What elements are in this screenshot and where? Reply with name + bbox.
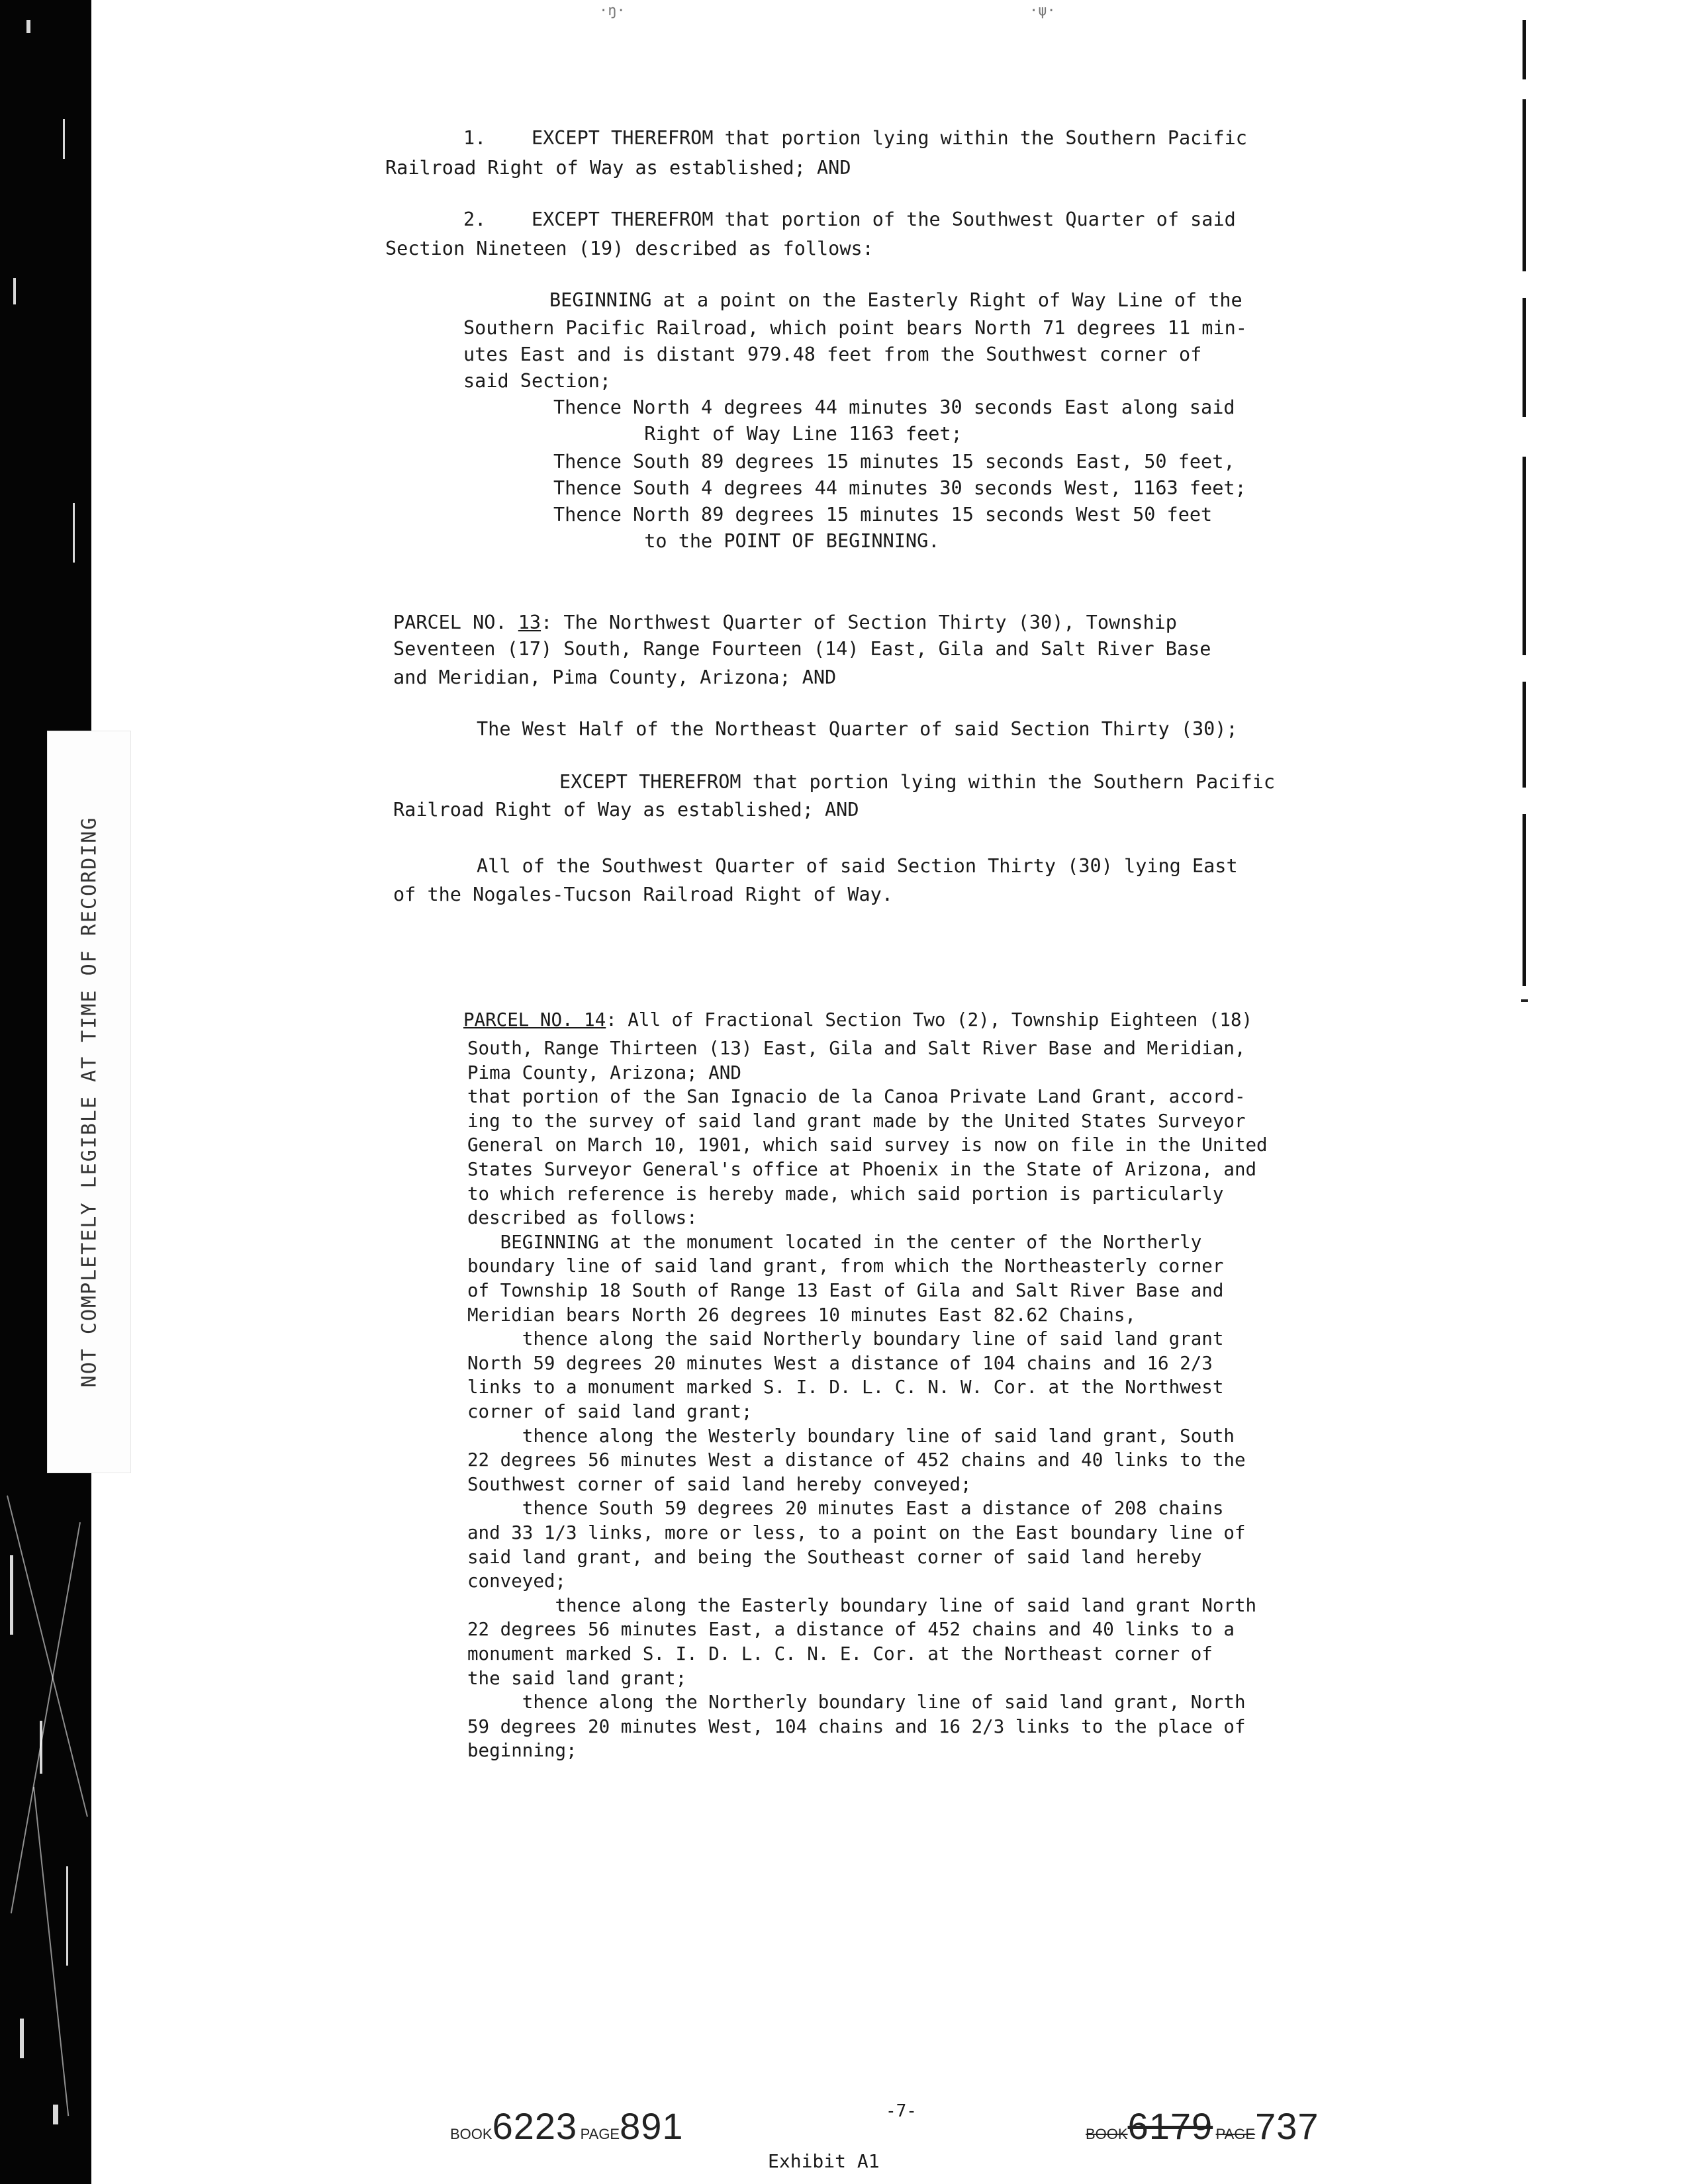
- exception-1-line-1: 1. EXCEPT THEREFROM that portion lying within the Southern Pacific: [463, 127, 1247, 149]
- parcel-14-line: 59 degrees 20 minutes West, 104 chains and 16 2/3 links to the place of: [467, 1716, 1246, 1737]
- parcel-14-line: 22 degrees 56 minutes East, a distance of 452 chains and 40 links to a: [467, 1619, 1235, 1640]
- parcel-14-line: thence South 59 degrees 20 minutes East a distance of 208 chains: [467, 1498, 1224, 1519]
- page-number: -7-: [886, 2101, 917, 2121]
- parcel-14-line: said land grant, and being the Southeast corner of said land hereby: [467, 1547, 1202, 1568]
- left-book-reference: [450, 2105, 684, 2148]
- parcel-13-line-2: Seventeen (17) South, Range Fourteen (14) East, Gila and Salt River Base: [393, 638, 1211, 660]
- parcel-14-line: Meridian bears North 26 degrees 10 minutes East 82.62 Chains,: [467, 1304, 1136, 1326]
- parcel-14-line: thence along the Northerly boundary line of said land grant, North: [467, 1692, 1246, 1713]
- exception-2-line-2: Section Nineteen (19) described as follows:: [385, 238, 874, 259]
- top-mark-left: ·ŋ·: [599, 3, 626, 19]
- exception-2-course-2: Right of Way Line 1163 feet;: [553, 423, 962, 445]
- parcel-14-label: PARCEL NO. 14: [463, 1009, 606, 1030]
- left-page-number: 891: [620, 2105, 684, 2147]
- legibility-stamp: [48, 731, 130, 1473]
- top-mark-right: ·ψ·: [1029, 3, 1056, 19]
- parcel-14-line: BEGINNING at the monument located in the center of the Northerly: [467, 1232, 1202, 1253]
- parcel-14-line: conveyed;: [467, 1570, 567, 1592]
- parcel-14-heading: [463, 1011, 1252, 1030]
- exception-1-line-2: Railroad Right of Way as established; AND: [385, 157, 851, 179]
- parcel-14-line: the said land grant;: [467, 1668, 687, 1689]
- parcel-14-line: South, Range Thirteen (13) East, Gila and Salt River Base and Meridian,: [467, 1038, 1246, 1059]
- parcel-14-line: of Township 18 South of Range 13 East of Gila and Salt River Base and: [467, 1280, 1224, 1301]
- exception-2-beginning-4: said Section;: [463, 370, 612, 392]
- exception-2-course-4: Thence South 4 degrees 44 minutes 30 seconds West, 1163 feet;: [553, 477, 1246, 499]
- right-book-number: 6179: [1127, 2105, 1213, 2147]
- parcel-13-except-2: Railroad Right of Way as established; AND: [393, 799, 859, 821]
- parcel-14-line: 22 degrees 56 minutes West a distance of 452 chains and 40 links to the: [467, 1449, 1246, 1471]
- parcel-13-number: 13: [518, 612, 541, 633]
- parcel-14-line: General on March 10, 1901, which said survey is now on file in the United: [467, 1134, 1268, 1156]
- right-binding-marks: [1519, 20, 1532, 1013]
- parcel-14-line: monument marked S. I. D. L. C. N. E. Cor. at the Northeast corner of: [467, 1643, 1213, 1664]
- parcel-13-heading: [393, 614, 1177, 633]
- parcel-14-text-first: : All of Fractional Section Two (2), Township Eighteen (18): [606, 1009, 1253, 1030]
- left-book-number: 6223: [492, 2105, 578, 2147]
- parcel-13-southwest-1: All of the Southwest Quarter of said Section Thirty (30) lying East: [477, 855, 1238, 877]
- exception-2-course-1: Thence North 4 degrees 44 minutes 30 seconds East along said: [553, 396, 1235, 418]
- right-page-label: PAGE: [1215, 2126, 1256, 2142]
- parcel-14-line: beginning;: [467, 1740, 577, 1761]
- parcel-14-line: thence along the said Northerly boundary line of said land grant: [467, 1328, 1224, 1349]
- parcel-14-line: corner of said land grant;: [467, 1401, 753, 1422]
- parcel-14-line: States Surveyor General's office at Phoenix in the State of Arizona, and: [467, 1159, 1257, 1180]
- left-page-label: PAGE: [580, 2126, 620, 2142]
- parcel-14-line: to which reference is hereby made, which said portion is particularly: [467, 1183, 1224, 1205]
- parcel-13-line-3: and Meridian, Pima County, Arizona; AND: [393, 666, 837, 688]
- exception-2-course-5: Thence North 89 degrees 15 minutes 15 seconds West 50 feet: [553, 504, 1213, 525]
- parcel-14-line: described as follows:: [467, 1207, 698, 1228]
- exception-2-line-1: 2. EXCEPT THEREFROM that portion of the Southwest Quarter of said: [463, 208, 1236, 230]
- right-book-reference: [1086, 2105, 1319, 2148]
- parcel-13-text-first: : The Northwest Quarter of Section Thirty (30), Township: [541, 612, 1177, 633]
- parcel-13-west-half: The West Half of the Northeast Quarter of said Section Thirty (30);: [477, 718, 1238, 740]
- parcel-14-line: North 59 degrees 20 minutes West a distance of 104 chains and 16 2/3: [467, 1353, 1213, 1374]
- exception-2-beginning-3: utes East and is distant 979.48 feet from the Southwest corner of: [463, 343, 1202, 365]
- parcel-14-line: Pima County, Arizona; AND: [467, 1062, 741, 1083]
- parcel-14-line: and 33 1/3 links, more or less, to a point on the East boundary line of: [467, 1522, 1246, 1543]
- exception-2-beginning-1: BEGINNING at a point on the Easterly Right of Way Line of the: [549, 289, 1243, 311]
- parcel-13-southwest-2: of the Nogales-Tucson Railroad Right of Way.: [393, 884, 893, 905]
- exception-2-course-3: Thence South 89 degrees 15 minutes 15 seconds East, 50 feet,: [553, 451, 1235, 473]
- right-book-label: BOOK: [1086, 2126, 1128, 2142]
- left-book-label: BOOK: [450, 2126, 492, 2142]
- exception-2-course-6: to the POINT OF BEGINNING.: [553, 530, 940, 552]
- parcel-14-line: links to a monument marked S. I. D. L. C. N. W. Cor. at the Northwest: [467, 1377, 1224, 1398]
- parcel-14-line: thence along the Easterly boundary line of said land grant North: [467, 1595, 1257, 1616]
- parcel-14-line: thence along the Westerly boundary line of said land grant, South: [467, 1426, 1235, 1447]
- exception-2-beginning-2: Southern Pacific Railroad, which point bears North 71 degrees 11 min-: [463, 317, 1247, 339]
- legibility-stamp-text: NOT COMPLETELY LEGIBLE AT TIME OF RECORDING: [77, 816, 101, 1388]
- parcel-13-except-1: EXCEPT THEREFROM that portion lying within the Southern Pacific: [559, 771, 1275, 793]
- parcel-14-line: that portion of the San Ignacio de la Canoa Private Land Grant, accord-: [467, 1086, 1246, 1107]
- right-page-number: 737: [1255, 2105, 1319, 2147]
- parcel-14-line: boundary line of said land grant, from which the Northeasterly corner: [467, 1255, 1224, 1277]
- parcel-13-prefix: PARCEL NO.: [393, 612, 518, 633]
- parcel-14-line: Southwest corner of said land hereby conveyed;: [467, 1474, 972, 1495]
- exhibit-label: Exhibit A1: [768, 2150, 880, 2172]
- parcel-14-line: ing to the survey of said land grant made by the United States Surveyor: [467, 1111, 1246, 1132]
